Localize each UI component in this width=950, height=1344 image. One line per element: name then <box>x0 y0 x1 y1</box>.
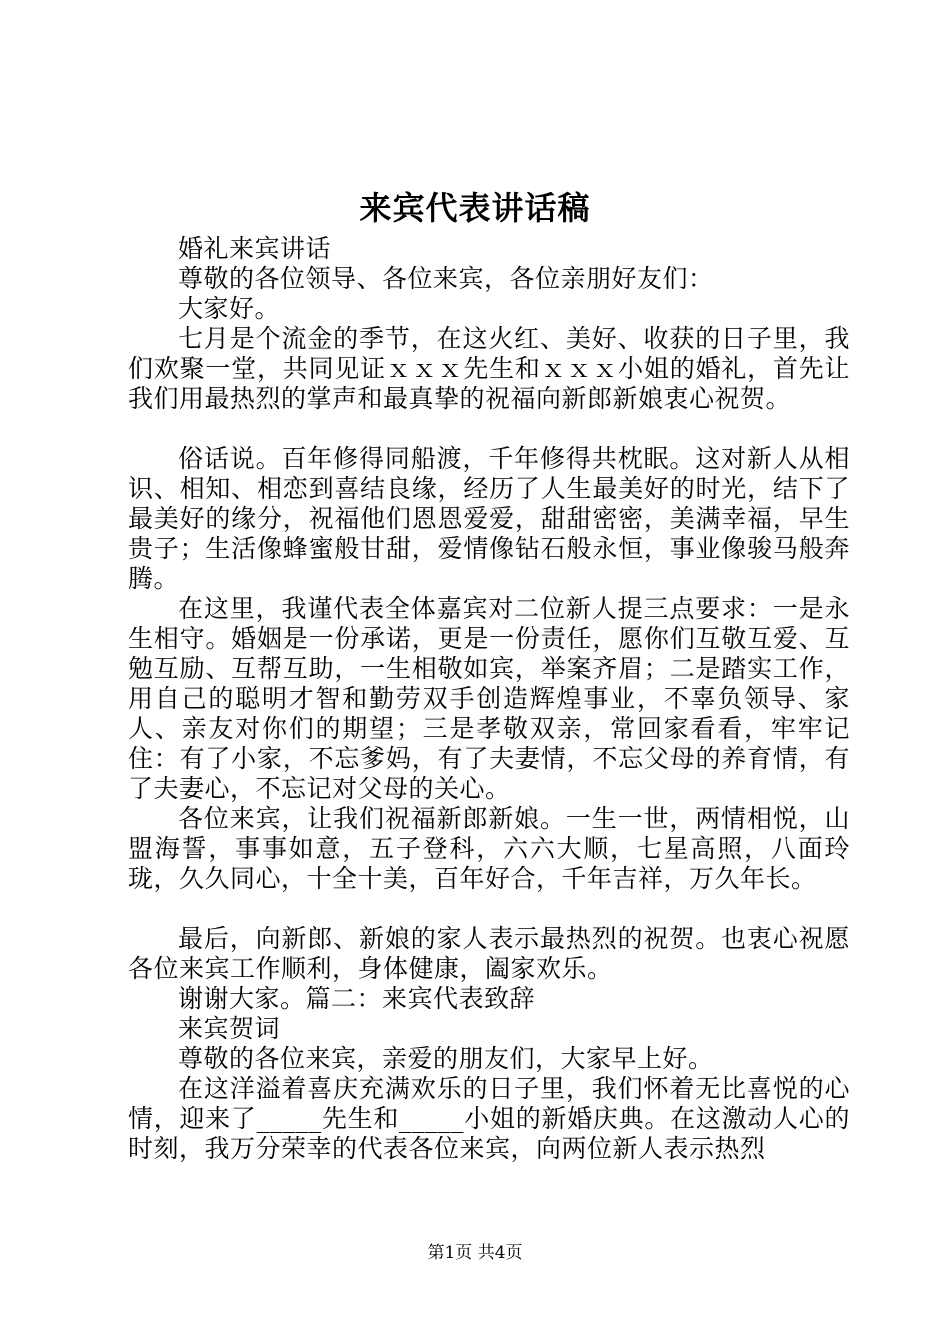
paragraph: 在这里，我谨代表全体嘉宾对二位新人提三点要求：一是永生相守。婚姻是一份承诺，更是一份责任，愿你们互敬互爱、互勉互励、互帮互助，一生相敬如宾，举案齐眉；二是踏实工作，用自己的聪明才智和勤劳双手创造辉煌事业，不辜负领导、家人、亲友对你们的期望；三是孝敬双亲，常回家看看，牢牢记住：有了小家，不忘爹妈，有了夫妻情，不忘父母的养育情，有了夫妻心，不忘记对父母的关心。 <box>128 594 850 803</box>
paragraph: 尊敬的各位来宾，亲爱的朋友们，大家早上好。 <box>178 1044 714 1073</box>
paragraph: 谢谢大家。篇二：来宾代表致辞 <box>178 984 536 1013</box>
paragraph: 七月是个流金的季节，在这火红、美好、收获的日子里，我们欢聚一堂，共同见证ｘｘｘ先生和ｘｘｘ小姐的婚礼，首先让我们用最热烈的掌声和最真挚的祝福向新郎新娘衷心祝贺。 <box>128 324 850 413</box>
paragraph: 各位来宾，让我们祝福新郎新娘。一生一世，两情相悦，山盟海誓，事事如意，五子登科，六六大顺，七星高照，八面玲珑，久久同心，十全十美，百年好合，千年吉祥，万久年长。 <box>128 804 850 893</box>
paragraph: 尊敬的各位领导、各位来宾，各位亲朋好友们： <box>178 264 714 293</box>
paragraph: 大家好。 <box>178 294 281 323</box>
page-number-footer: 第1页 共4页 <box>427 1243 523 1263</box>
paragraph: 俗话说。百年修得同船渡，千年修得共枕眠。这对新人从相识、相知、相恋到喜结良缘，经历了人生最美好的时光，结下了最美好的缘分，祝福他们恩恩爱爱，甜甜密密，美满幸福，早生贵子；生活像蜂蜜般甘甜，爱情像钻石般永恒，事业像骏马般奔腾。 <box>128 444 850 593</box>
document-title: 来宾代表讲话稿 <box>359 189 591 227</box>
paragraph: 婚礼来宾讲话 <box>178 234 332 263</box>
document-body <box>128 234 850 1164</box>
paragraph: 来宾贺词 <box>178 1014 281 1043</box>
paragraph: 最后，向新郎、新娘的家人表示最热烈的祝贺。也衷心祝愿各位来宾工作顺利，身体健康，阖家欢乐。 <box>128 924 850 983</box>
paragraph: 在这洋溢着喜庆充满欢乐的日子里，我们怀着无比喜悦的心情，迎来了_____先生和_____小姐的新婚庆典。在这激动人心的时刻，我万分荣幸的代表各位来宾，向两位新人表示热烈 <box>128 1074 850 1163</box>
